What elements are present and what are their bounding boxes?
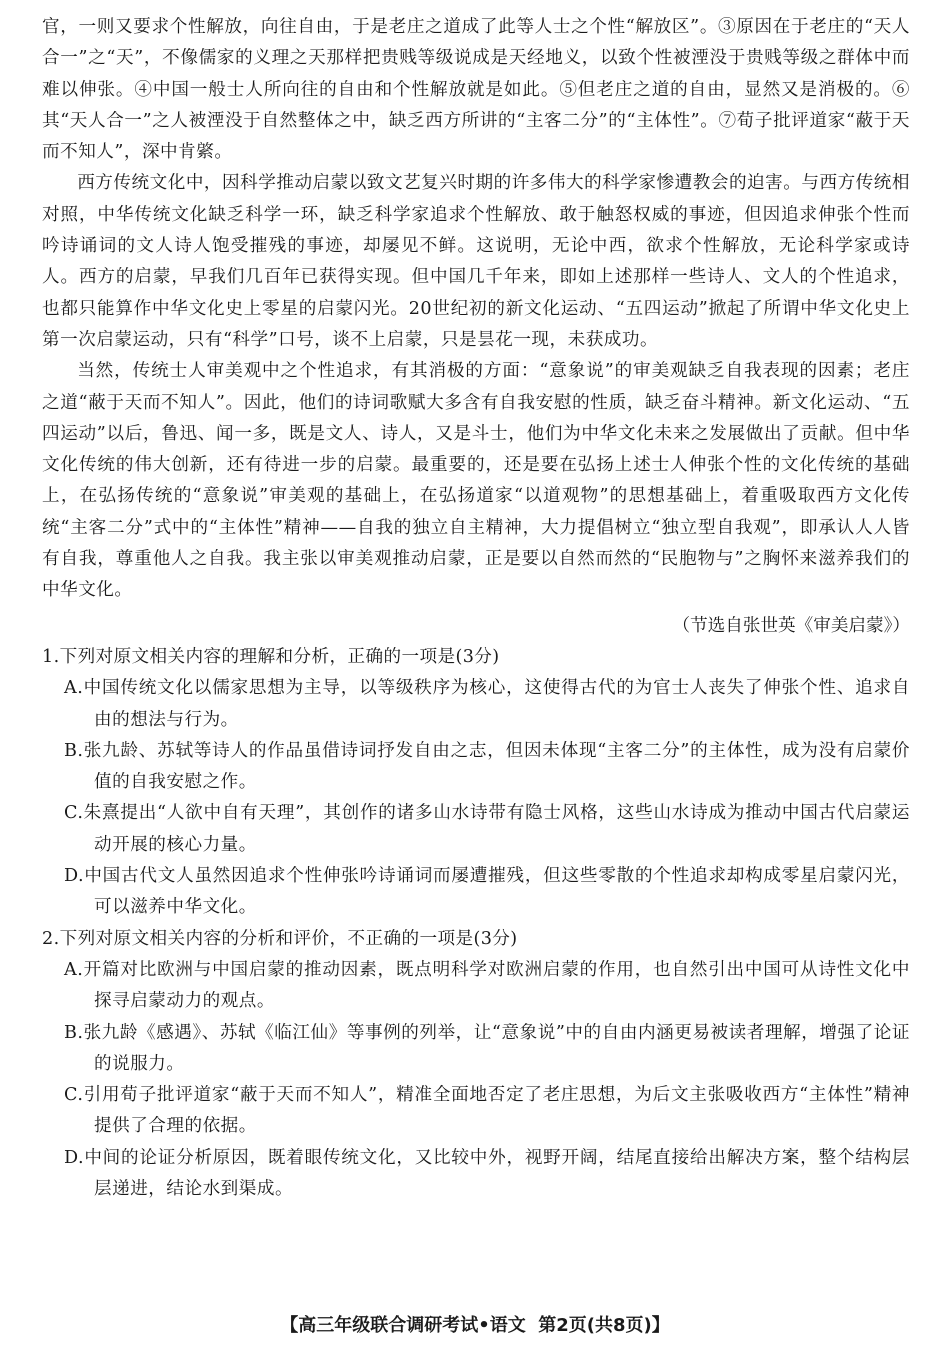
footer-subject: 语文 — [489, 1315, 526, 1336]
footer-left-bracket: 【 — [280, 1315, 299, 1336]
passage-source: （节选自张世英《审美启蒙》） — [672, 615, 910, 636]
question-1-option-b: B.张九龄、苏轼等诗人的作品虽借诗词抒发自由之志，但因未体现“主客二分”的主体性，成为没有启蒙价值的自我安慰之作。 — [64, 740, 910, 793]
question-2-option-b: B.张九龄《感遇》、苏轼《临江仙》等事例的列举，让“意象说”中的自由内涵更易被读者理解，增强了论证的说服力。 — [64, 1022, 910, 1074]
question-1-option-a: A.中国传统文化以儒家思想为主导，以等级秩序为核心，这使得古代的为官士人丧失了伸张个性、追求自由的想法与行为。 — [64, 678, 910, 730]
question-1-option-d: D.中国古代文人虽然因追求个性伸张吟诗诵词而屡遭摧残，但这些零散的个性追求却构成零星启蒙闪光，可以滋养中华文化。 — [64, 866, 910, 918]
question-2 — [42, 924, 910, 1206]
footer-dot: • — [478, 1315, 490, 1336]
question-2-option-d: D.中间的论证分析原因，既着眼传统文化，又比较中外，视野开阔，结尾直接给出解决方案，整个结构层层递进，结论水到渠成。 — [64, 1147, 910, 1199]
reading-passage — [42, 12, 910, 642]
footer-page-info: 第2页(共8页) — [538, 1315, 652, 1336]
question-1 — [42, 642, 910, 924]
question-2-stem: 2.下列对原文相关内容的分析和评价，不正确的一项是(3分) — [42, 928, 518, 949]
exam-page — [42, 12, 910, 1205]
question-1-option-c: C.朱熹提出“人欲中自有天理”，其创作的诸多山水诗带有隐士风格，这些山水诗成为推动中国古代启蒙运动开展的核心力量。 — [64, 803, 910, 855]
question-1-stem: 1.下列对原文相关内容的理解和分析，正确的一项是(3分) — [42, 646, 500, 667]
question-2-option-c: C.引用荀子批评道家“蔽于天而不知人”，精准全面地否定了老庄思想，为后文主张吸收西方“主体性”精神提供了合理的依据。 — [64, 1085, 910, 1137]
footer-right-bracket: 】 — [651, 1315, 670, 1336]
passage-paragraph-1: 官，一则又要求个性解放，向往自由，于是老庄之道成了此等人士之个性“解放区”。③原因在于老庄的“天人合一”之“天”，不像儒家的义理之天那样把贵贱等级说成是天经地义，以致个性被湮没于贵贱等级之群体中而难以伸张。④中国一般士人所向往的自由和个性解放就是如此。⑤但老庄之道的自由，显然又是消极的。⑥其“天人合一”之人被湮没于自然整体之中，缺乏西方所讲的“主客二分”的“主体性”。⑦荀子批评道家“蔽于天而不知人”，深中肯綮。 — [42, 17, 910, 163]
page-footer — [0, 1311, 950, 1337]
passage-paragraph-3: 当然，传统士人审美观中之个性追求，有其消极的方面：“意象说”的审美观缺乏自我表现的因素；老庄之道“蔽于天而不知人”。因此，他们的诗词歌赋大多含有自我安慰的性质，缺乏奋斗精神。新文化运动、“五四运动”以后，鲁迅、闻一多，既是文人、诗人，又是斗士，他们为中华文化未来之发展做出了贡献。但中华文化传统的伟大创新，还有待进一步的启蒙。最重要的，还是要在弘扬上述士人伸张个性的文化传统的基础上，在弘扬传统的“意象说”审美观的基础上，在弘扬道家“以道观物”的思想基础上，着重吸取西方文化传统“主客二分”式中的“主体性”精神——自我的独立自主精神，大力提倡树立“独立型自我观”，即承认人人皆有自我，尊重他人之自我。我主张以审美观推动启蒙，正是要以自然而然的“民胞物与”之胸怀来滋养我们的中华文化。 — [42, 361, 910, 601]
footer-exam-name: 高三年级联合调研考试 — [298, 1315, 479, 1336]
passage-paragraph-2: 西方传统文化中，因科学推动启蒙以致文艺复兴时期的许多伟大的科学家惨遭教会的迫害。与西方传统相对照，中华传统文化缺乏科学一环，缺乏科学家追求个性解放、敢于触怒权威的事迹，但因追求伸张个性而吟诗诵词的文人诗人饱受摧残的事迹，却屡见不鲜。这说明，无论中西，欲求个性解放，无论科学家或诗人。西方的启蒙，早我们几百年已获得实现。但中国几千年来，即如上述那样一些诗人、文人的个性追求，也都只能算作中华文化史上零星的启蒙闪光。20世纪初的新文化运动、“五四运动”掀起了所谓中华文化史上第一次启蒙运动，只有“科学”口号，谈不上启蒙，只是昙花一现，未获成功。 — [42, 173, 910, 350]
question-2-option-a: A.开篇对比欧洲与中国启蒙的推动因素，既点明科学对欧洲启蒙的作用，也自然引出中国可从诗性文化中探寻启蒙动力的观点。 — [64, 959, 910, 1012]
